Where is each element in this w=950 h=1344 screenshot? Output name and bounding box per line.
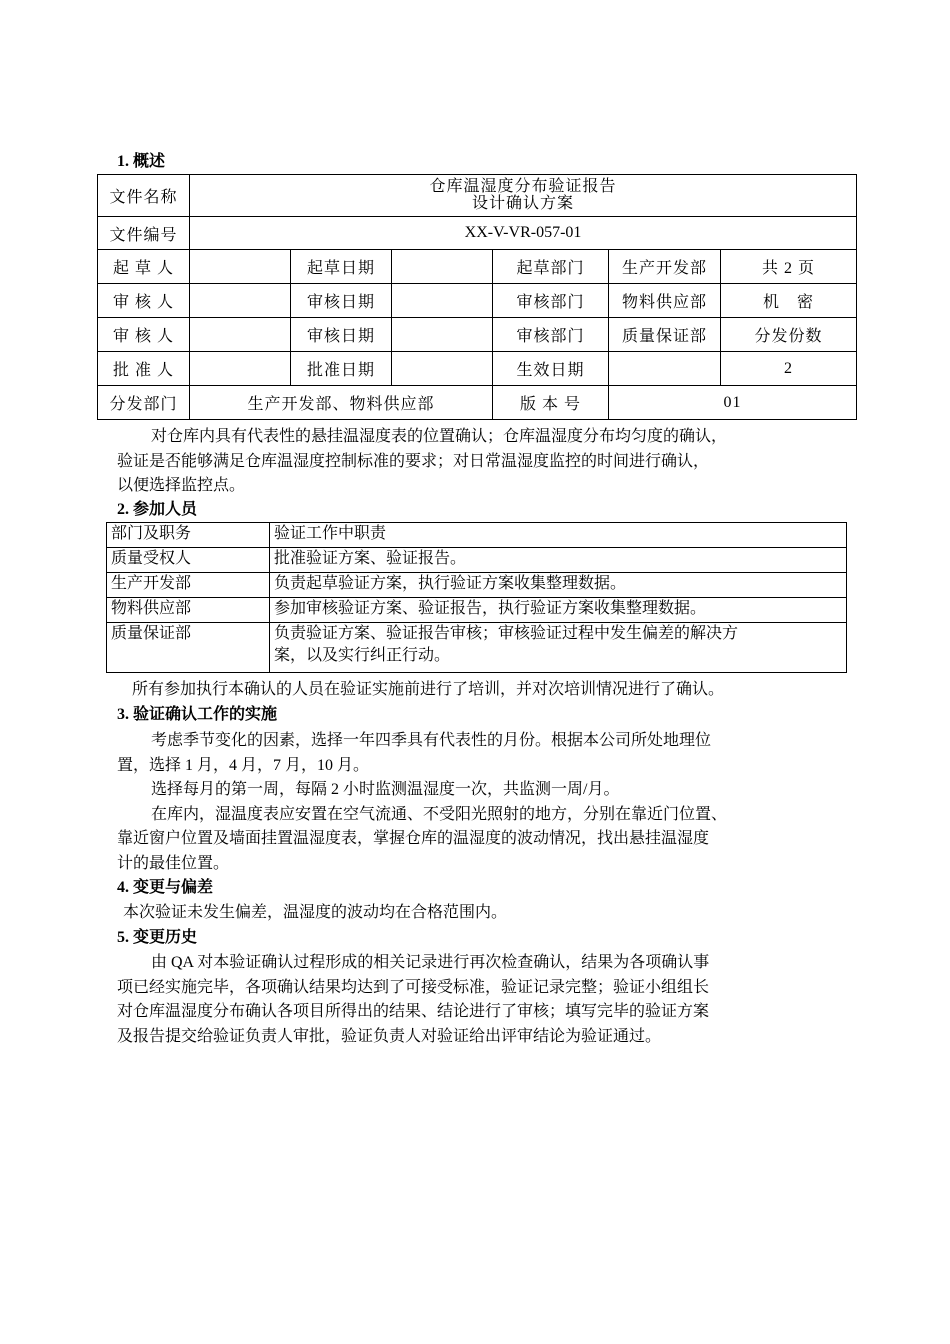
section-2-heading: 2. 参加人员: [117, 501, 198, 518]
dept-header: 部门及职务: [107, 523, 270, 548]
text-line: 以便选择监控点。: [117, 477, 246, 494]
text-line: 计的最佳位置。: [117, 854, 230, 872]
text-line: 考虑季节变化的因素，选择一年四季具有代表性的月份。根据本公司所处地理位: [151, 732, 712, 749]
draft-date-label: 起草日期: [291, 250, 392, 284]
review-dept-label: 审核部门: [493, 284, 609, 318]
drafter-value: [190, 250, 291, 284]
draft-dept-value: 生产开发部: [609, 250, 721, 284]
approver-value: [190, 352, 291, 386]
review-dept-value: 质量保证部: [609, 318, 721, 352]
deviation-text: 本次验证未发生偏差，温湿度的波动均在合格范围内。: [123, 904, 508, 921]
section-1-heading: 1. 概述: [117, 153, 166, 170]
duty-cell: [270, 623, 847, 673]
info-row: [98, 318, 857, 352]
duty-cell: 参加审核验证方案、验证报告，执行验证方案收集整理数据。: [270, 598, 847, 623]
text-line: 项已经实施完毕，各项确认结果均达到了可接受标准，验证记录完整；验证小组组长: [117, 978, 710, 996]
text-line: 由 QA 对本验证确认过程形成的相关记录进行再次检查确认，结果为各项确认事: [151, 954, 710, 971]
version-label: 版 本 号: [493, 386, 609, 420]
draft-dept-label: 起草部门: [493, 250, 609, 284]
text-line: 选择每月的第一周，每隔 2 小时监测温湿度一次，共监测一周/月。: [151, 781, 620, 798]
reviewer-value: [190, 318, 291, 352]
table-row: [107, 623, 847, 673]
text-line: 置，选择 1 月，4 月，7 月，10 月。: [117, 756, 370, 774]
copies-value: 2: [721, 352, 857, 386]
review-dept-label: 审核部门: [493, 318, 609, 352]
effective-date-label: 生效日期: [493, 352, 609, 386]
info-row: [98, 250, 857, 284]
table-row: [107, 598, 847, 623]
document-info-table: [97, 174, 857, 420]
review-date-label: 审核日期: [291, 284, 392, 318]
text-line: 及报告提交给验证负责人审批，验证负责人对验证给出评审结论为验证通过。: [117, 1027, 662, 1045]
file-name-line-1: 仓库温湿度分布验证报告: [429, 178, 617, 195]
page-count: 共 2 页: [721, 250, 857, 284]
file-no-value: XX-V-VR-057-01: [190, 217, 857, 250]
training-note: 所有参加执行本确认的人员在验证实施前进行了培训，并对次培训情况进行了确认。: [132, 681, 725, 698]
dept-cell: 物料供应部: [107, 598, 270, 623]
dept-cell: 质量保证部: [107, 623, 270, 673]
confidential-label: 机 密: [721, 284, 857, 318]
dept-cell: 生产开发部: [107, 573, 270, 598]
distribution-value: 生产开发部、物料供应部: [190, 386, 493, 420]
info-row: [98, 352, 857, 386]
review-date-value: [392, 318, 493, 352]
section-4-heading: 4. 变更与偏差: [117, 879, 214, 896]
approve-date-label: 批准日期: [291, 352, 392, 386]
file-no-label: 文件编号: [98, 217, 190, 250]
participants-table: [106, 522, 847, 673]
dept-cell: 质量受权人: [107, 548, 270, 573]
text-line: 在库内，湿温度表应安置在空气流通、不受阳光照射的地方，分别在靠近门位置、: [151, 805, 728, 823]
duty-cell: 批准验证方案、验证报告。: [270, 548, 847, 573]
implementation-paragraph: [117, 729, 727, 876]
reviewer-label: 审 核 人: [98, 318, 190, 352]
review-dept-value: 物料供应部: [609, 284, 721, 318]
drafter-label: 起 草 人: [98, 250, 190, 284]
text-line: 对仓库温湿度分布确认各项目所得出的结果、结论进行了审核；填写完毕的验证方案: [117, 1003, 710, 1020]
review-date-value: [392, 284, 493, 318]
reviewer-value: [190, 284, 291, 318]
draft-date-value: [392, 250, 493, 284]
text-line: 靠近窗户位置及墙面挂置温湿度表，掌握仓库的温湿度的波动情况，找出悬挂温湿度: [117, 830, 710, 847]
table-row: [107, 573, 847, 598]
text-line: 对仓库内具有代表性的悬挂温湿度表的位置确认；仓库温湿度分布均匀度的确认，: [151, 428, 728, 445]
text-line: 验证是否能够满足仓库温湿度控制标准的要求；对日常温湿度监控的时间进行确认，: [117, 452, 710, 470]
history-paragraph: [117, 951, 709, 1049]
section-3-heading: 3. 验证确认工作的实施: [117, 706, 278, 723]
approver-label: 批 准 人: [98, 352, 190, 386]
review-date-label: 审核日期: [291, 318, 392, 352]
effective-date-value: [609, 352, 721, 386]
duty-line: 负责验证方案、验证报告审核；审核验证过程中发生偏差的解决方: [274, 625, 739, 642]
copies-label: 分发份数: [721, 318, 857, 352]
distribution-label: 分发部门: [98, 386, 190, 420]
file-name-line-2: 设计确认方案: [472, 195, 575, 212]
duty-line: 案，以及实行纠正行动。: [274, 647, 451, 664]
table-header-row: [107, 523, 847, 548]
section-5-heading: 5. 变更历史: [117, 929, 198, 946]
file-name-value: [190, 175, 857, 217]
version-value: 01: [609, 386, 857, 420]
duty-cell: 负责起草验证方案，执行验证方案收集整理数据。: [270, 573, 847, 598]
duty-header: 验证工作中职责: [270, 523, 847, 548]
overview-paragraph: [117, 425, 727, 499]
table-row: [107, 548, 847, 573]
reviewer-label: 审 核 人: [98, 284, 190, 318]
info-row: [98, 284, 857, 318]
approve-date-value: [392, 352, 493, 386]
file-name-label: 文件名称: [98, 175, 190, 217]
